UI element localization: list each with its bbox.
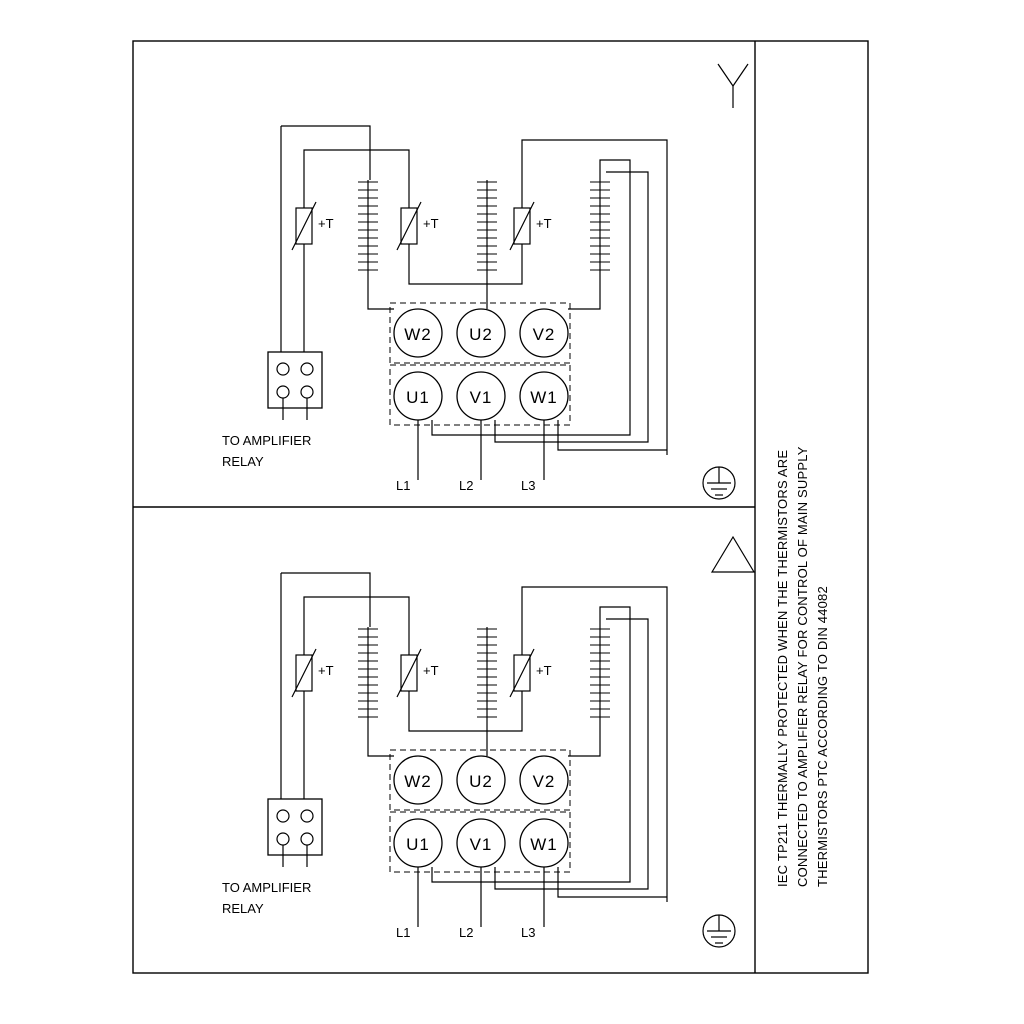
thermistor-label-3: +T	[536, 663, 552, 678]
earth-ground-icon	[703, 467, 735, 499]
panel-delta	[222, 537, 754, 947]
thermistor-wire-link-2-3	[409, 262, 522, 284]
star-y-connection-icon	[718, 64, 748, 108]
terminal-u2-label: U2	[469, 325, 493, 344]
supply-label-l1: L1	[396, 925, 411, 940]
thermistor-2	[397, 637, 421, 709]
terminal-v2-label: V2	[532, 772, 556, 791]
panel-star	[222, 64, 748, 499]
amplifier-label-line2: RELAY	[222, 454, 264, 469]
amplifier-terminal-box	[268, 352, 322, 420]
motor-coil-2	[477, 627, 497, 719]
thermistor-3	[510, 637, 534, 709]
thermistor-label-3: +T	[536, 216, 552, 231]
thermistor-wire-top-2	[304, 150, 409, 190]
coil3-to-v2	[568, 272, 600, 309]
terminal-v2-label: V2	[532, 325, 556, 344]
note-column	[775, 446, 830, 887]
thermistor-2	[397, 190, 421, 262]
motor-coil-3	[590, 627, 610, 719]
terminal-w1-label: W1	[530, 835, 558, 854]
motor-coil-3	[590, 180, 610, 272]
terminal-v1-label: V1	[469, 835, 493, 854]
amplifier-terminal-box	[268, 799, 322, 867]
terminal-u1-label: U1	[406, 835, 430, 854]
thermistor-label-2: +T	[423, 663, 439, 678]
supply-label-l1: L1	[396, 478, 411, 493]
thermistor-label-1: +T	[318, 663, 334, 678]
thermistor-wire-top-1	[281, 573, 370, 627]
thermistor-wire-top-2	[304, 597, 409, 637]
amplifier-label-line1: TO AMPLIFIER	[222, 880, 312, 895]
thermistor-label-2: +T	[423, 216, 439, 231]
thermistor-wire-top-1	[281, 126, 370, 180]
thermistor-3	[510, 190, 534, 262]
terminal-u2-label: U2	[469, 772, 493, 791]
terminal-v1-label: V1	[469, 388, 493, 407]
supply-label-l3: L3	[521, 925, 536, 940]
earth-ground-icon	[703, 915, 735, 947]
supply-label-l2: L2	[459, 925, 474, 940]
supply-label-l2: L2	[459, 478, 474, 493]
thermistor-label-1: +T	[318, 216, 334, 231]
amplifier-label-line1: TO AMPLIFIER	[222, 433, 312, 448]
thermistor-wire-link-2-3	[409, 709, 522, 731]
v1-return	[495, 619, 648, 889]
terminal-w2-label: W2	[404, 772, 432, 791]
thermistor-1	[292, 190, 316, 262]
amplifier-label-line2: RELAY	[222, 901, 264, 916]
supply-label-l3: L3	[521, 478, 536, 493]
thermistor-1	[292, 637, 316, 709]
note-line-2: CONNECTED TO AMPLIFIER RELAY FOR CONTROL OF MAIN SUPPLY	[795, 446, 810, 887]
terminal-w1-label: W1	[530, 388, 558, 407]
v1-return	[495, 172, 648, 442]
note-line-3: THERMISTORS PTC ACCORDING TO DIN 44082	[815, 586, 830, 887]
motor-coil-2	[477, 180, 497, 272]
note-line-1: IEC TP211 THERMALLY PROTECTED WHEN THE THERMISTORS ARE	[775, 449, 790, 887]
coil3-to-v2	[568, 719, 600, 756]
terminal-w2-label: W2	[404, 325, 432, 344]
motor-coil-1	[358, 180, 378, 272]
delta-connection-icon	[712, 537, 754, 572]
motor-coil-1	[358, 627, 378, 719]
terminal-u1-label: U1	[406, 388, 430, 407]
